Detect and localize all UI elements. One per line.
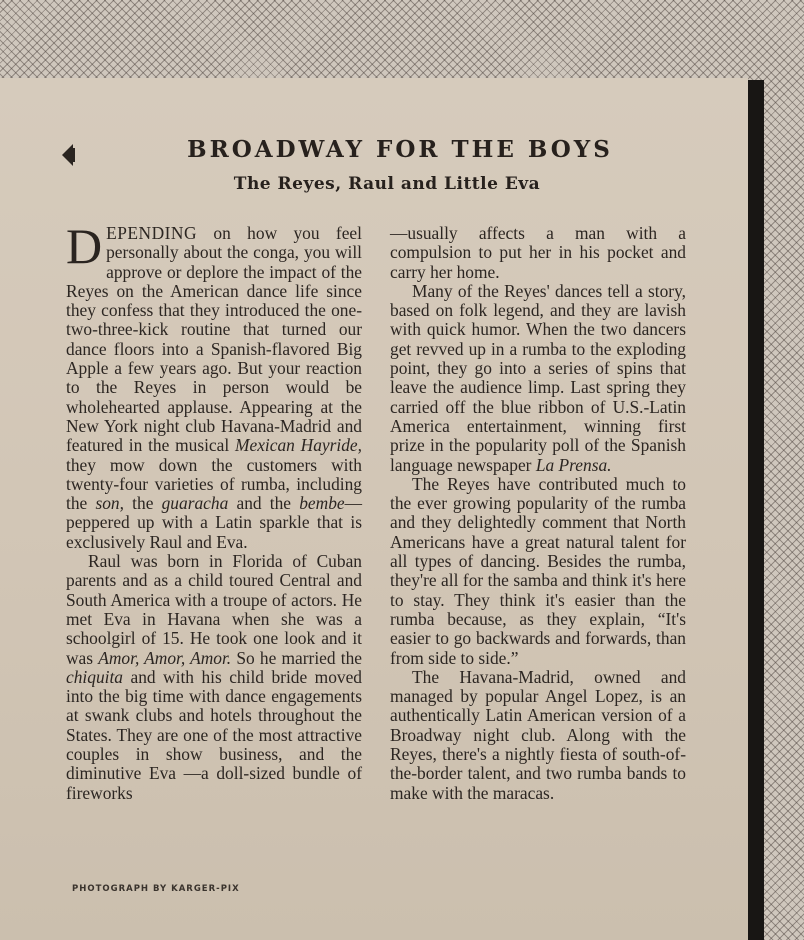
p2-text-a: Raul was born in Florida of Cuban parents and as a child toured Central and South America with a troupe of actors. He met Eva in Havana when she was a schoolgirl of 15. He took one look and it was: [66, 551, 362, 668]
magazine-page: [0, 78, 748, 940]
p2-text-b: So he married the: [231, 647, 362, 668]
p1-text-a: on how you feel personally about the conga, you will approve or deplore the impact of the Reyes on the American dance life since they confess that they introduced the one-two-three-kick routine that turned our dance floors into a Spanish-flavored Big Apple a few years ago. But your reaction to the Reyes in person would be wholehearted applause. Appearing at the New York night club Havana-Madrid and featured in the musical: [66, 223, 362, 456]
p1-text-d: and the: [228, 493, 300, 514]
paragraph-1: [66, 218, 362, 552]
p2-italic-chiquita: chiquita: [66, 666, 123, 687]
article-subheadline: The Reyes, Raul and Little Eva: [233, 174, 541, 194]
p1-italic-guaracha: guaracha: [161, 493, 229, 514]
drop-cap: D: [66, 218, 103, 274]
p2-text-c: and with his child bride moved into the big time with dance engagements at swank clubs and hotels throughout the States. They are one of the most attractive couples in show business, and the diminutive Eva —a doll-sized bundle of fireworks: [66, 666, 362, 803]
p4-text-a: Many of the Reyes' dances tell a story, based on folk legend, and they are lavish with quick humor. When the two dancers get revved up in a rumba to the exploding point, they go into a series of spins that leave the audience limp. Last spring they carried off the blue ribbon of U.S.-Latin America entertainment, winning first prize in the popularity poll of the Spanish language newspaper: [390, 280, 686, 475]
text-column-left: [66, 218, 362, 803]
article-headline: BROADWAY FOR THE BOYS: [187, 136, 613, 163]
text-column-right: [390, 224, 686, 803]
p4-italic-la-prensa: La Prensa.: [535, 454, 612, 475]
paragraph-5: The Reyes have contributed much to the ever growing popularity of the rumba and they delightedly comment that North Americans have a great natural talent for all types of dancing. Besides the rumba, they're all for the samba and think it's here to stay. They think it's easier than the rumba because, as they explain, “It's easier to go backwards and forwards, than from side to side.”: [390, 473, 686, 668]
arrow-ornament-stem: [71, 148, 75, 162]
p1-text-b: they mow down the customers with twenty-four varieties of rumba, including the: [66, 454, 362, 514]
paragraph-6: The Havana-Madrid, owned and managed by popular Angel Lopez, is an authentically Latin American version of a Broadway night club. Along with the Reyes, there's a nightly fiesta of south-of-the-border talent, and two rumba bands to make with the maracas.: [390, 666, 686, 803]
p1-italic-son: son,: [95, 493, 124, 514]
paragraph-3: —usually affects a man with a compulsion to put her in his pocket and carry her home.: [390, 223, 686, 282]
p2-italic-amor: Amor, Amor, Amor.: [98, 647, 232, 668]
p1-italic-bembe: bembe: [299, 493, 345, 514]
p1-text-e: —peppered up with a Latin sparkle that is exclusively Raul and Eva.: [66, 493, 362, 552]
paragraph-4: [390, 282, 686, 475]
photo-credit: PHOTOGRAPH BY KARGER-PIX: [72, 884, 240, 894]
p1-text-c: the: [123, 493, 162, 514]
p1-italic-title: Mexican Hayride,: [235, 435, 362, 456]
lead-smallcaps: EPENDING: [106, 223, 198, 243]
paragraph-2: [66, 552, 362, 803]
